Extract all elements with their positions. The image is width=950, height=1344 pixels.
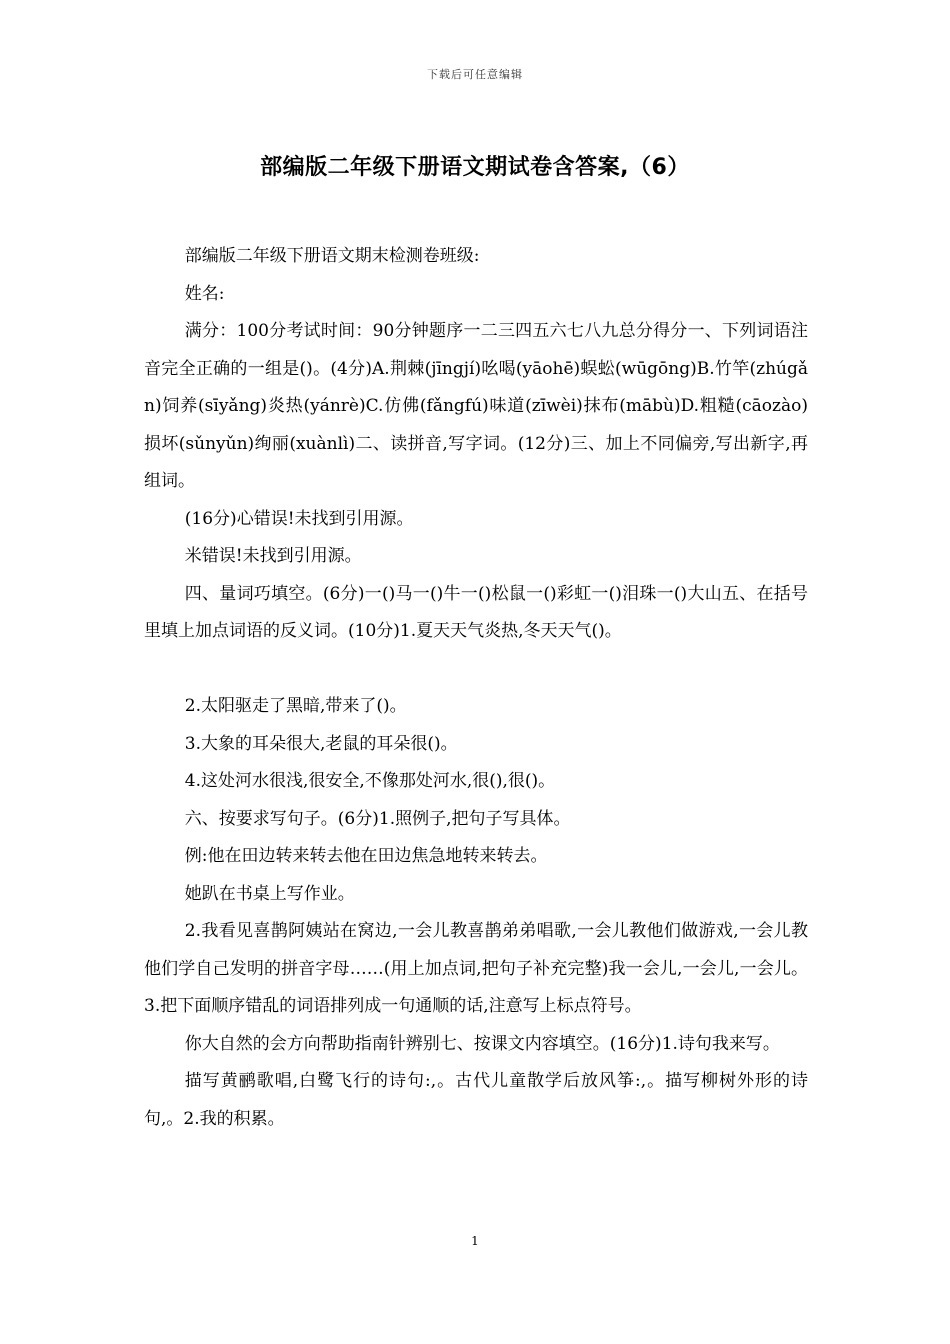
paragraph: 姓名:	[184, 283, 225, 304]
paragraph: 例:他在田边转来转去他在田边焦急地转来转去。	[184, 846, 548, 866]
document-body	[144, 238, 808, 1138]
paragraph: 描写黄鹂歌唱,白鹭飞行的诗句:,。古代儿童散学后放风筝:,。描写柳树外形的诗句,。2.我的积累。	[144, 1071, 808, 1129]
paragraph: 2.太阳驱走了黑暗,带来了()。	[184, 696, 407, 716]
paragraph: 3.大象的耳朵很大,老鼠的耳朵很()。	[184, 733, 458, 754]
page-number: 1	[471, 1234, 479, 1248]
paragraph: 2.我看见喜鹊阿姨站在窝边,一会儿教喜鹊弟弟唱歌,一会儿教他们做游戏,一会儿教他们学自己发明的拼音字母……(用上加点词,把句子补充完整)我一会儿,一会儿,一会儿。3.把下面顺序错乱的词语排列成一句通顺的话,注意写上标点符号。	[144, 921, 808, 1016]
paragraph: 米错误!未找到引用源。	[184, 546, 362, 566]
paragraph: (16分)心错误!未找到引用源。	[184, 508, 414, 529]
paragraph: 4.这处河水很浅,很安全,不像那处河水,很(),很()。	[184, 771, 556, 791]
paragraph: 六、按要求写句子。(6分)1.照例子,把句子写具体。	[184, 808, 571, 829]
paragraph: 她趴在书桌上写作业。	[184, 883, 355, 904]
blank-line	[144, 651, 808, 689]
paragraph: 满分：100分考试时间：90分钟题序一二三四五六七八九总分得分一、下列词语注音完全正确的一组是()。(4分)A.荆棘(jīngjí)吆喝(yāohē)蜈蚣(wūgōng)B.竹竿(zhúgǎn)饲养(sīyǎng)炎热(yánrè)C.仿佛(fǎngfú)味道(zīwèi)抹布(mābù)D.粗糙(cāozào)损坏(sǔnyǔn)绚丽(xuànlì)二、读拼音,写字词。(12分)三、加上不同偏旁,写出新字,再组词。	[144, 321, 808, 491]
paragraph: 四、量词巧填空。(6分)一()马一()牛一()松鼠一()彩虹一()泪珠一()大山五、在括号里填上加点词语的反义词。(10分)1.夏天天气炎热,冬天天气()。	[144, 583, 808, 641]
page-header-note: 下载后可任意编辑	[427, 68, 523, 81]
paragraph: 部编版二年级下册语文期末检测卷班级:	[184, 246, 480, 266]
paragraph: 你大自然的会方向帮助指南针辨别七、按课文内容填空。(16分)1.诗句我来写。	[184, 1033, 780, 1054]
document-title: 部编版二年级下册语文期试卷含答案,（6）	[260, 155, 690, 180]
